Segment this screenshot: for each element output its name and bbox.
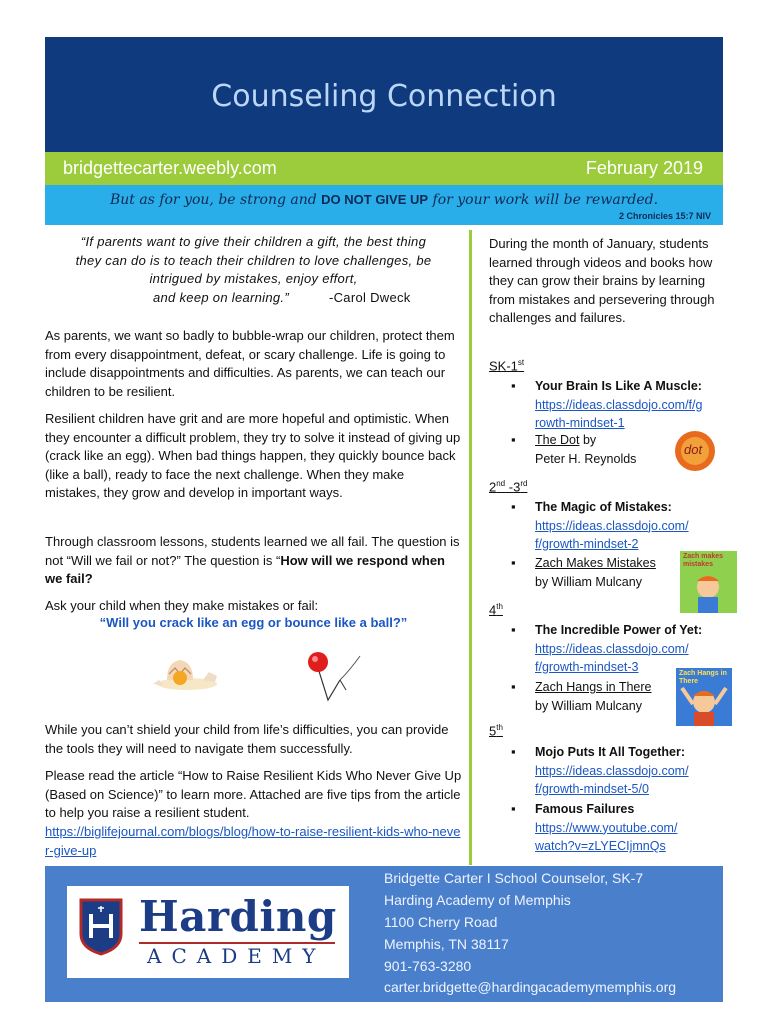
bullet-icon: ▪ <box>511 801 516 816</box>
bullet-icon: ▪ <box>511 622 516 637</box>
quote-line: intrigued by mistakes, enjoy effort, <box>149 271 358 286</box>
bouncing-ball-icon <box>300 650 375 705</box>
motto-text <box>45 192 723 208</box>
website-text: bridgettecarter.weebly.com <box>63 158 277 178</box>
quote-line: and keep on learning.” <box>153 289 289 305</box>
verse-reference: 2 Chronicles 15:7 NIV <box>618 211 711 221</box>
paragraph-resilient: Resilient children have grit and are more hopeful and optimistic. When they encounter a difficult problem, they try to solve it instead of giving up (crack like an egg). When bad things happen, they quickly bounce back (like a ball), ready to face the next challenge. When they make mistakes, they grow and develop in important ways. <box>45 411 461 500</box>
quote-line: “If parents want to give their children a gift, the best thing <box>80 234 427 249</box>
newsletter-header <box>45 37 723 152</box>
the-dot-book-cover <box>672 428 718 474</box>
resource-title: The Magic of Mistakes: <box>535 500 672 514</box>
bullet-icon: ▪ <box>511 744 516 759</box>
book-author: Peter H. Reynolds <box>535 451 637 466</box>
resource-item <box>535 743 715 799</box>
quote-block <box>45 233 462 307</box>
quote-line: they can do is to teach their children to love challenges, be <box>75 252 432 268</box>
newsletter-title: Counseling Connection <box>211 79 557 114</box>
motto-post: for your work will be rewarded. <box>428 192 659 208</box>
paragraph-lessons <box>45 533 462 589</box>
motto-bar <box>45 185 723 225</box>
contact-street: 1100 Cherry Road <box>384 914 498 930</box>
resource-link[interactable]: https://ideas.classdojo.com/ <box>535 518 689 533</box>
resource-link[interactable]: rowth-mindset-1 <box>535 416 625 430</box>
contact-phone: 901-763-3280 <box>384 958 472 974</box>
cracked-egg-icon <box>145 650 230 695</box>
level-sup: st <box>517 358 525 367</box>
resource-link[interactable]: f/growth-mindset-3 <box>535 660 639 674</box>
book-title[interactable]: Zach Makes Mistakes <box>535 556 656 570</box>
bullet-icon: ▪ <box>511 499 516 514</box>
grade-level-4 <box>489 602 503 617</box>
grade-level-2-3 <box>489 479 527 494</box>
quote-author: -Carol Dweck <box>328 289 411 305</box>
level-label: 5 <box>489 723 497 739</box>
contact-email[interactable]: carter.bridgette@hardingacademymemphis.org <box>384 979 677 995</box>
book-author: by William Mulcany <box>535 574 642 589</box>
book-title[interactable]: The Dot <box>535 433 580 447</box>
grade-level-5 <box>489 723 503 738</box>
resource-link[interactable]: https://ideas.classdojo.com/ <box>535 763 689 778</box>
paragraph-article: Please read the article “How to Raise Resilient Kids Who Never Give Up (Based on Science)” to learn more. Attached are five tips from the article to help you raise a resilient student. <box>45 768 462 820</box>
motto-pre: But as for you, be strong and <box>109 192 322 208</box>
ask-text: Ask your child when they make mistakes or fail: <box>45 598 319 613</box>
contact-city: Memphis, TN 38117 <box>384 936 509 952</box>
info-bar <box>45 152 723 185</box>
grade-level-sk1 <box>489 358 524 373</box>
logo-subtitle: ACADEMY <box>147 944 326 968</box>
by-text: by <box>579 433 597 447</box>
resource-link[interactable]: watch?v=zLYECIjmnQs <box>535 839 666 853</box>
logo-word: Harding <box>139 892 337 941</box>
level-sup: th <box>496 723 503 732</box>
resource-item <box>535 377 715 433</box>
resource-title: The Incredible Power of Yet: <box>535 623 703 637</box>
article-link[interactable]: https://biglifejournal.com/blogs/blog/how-to-raise-resilient-kids-who-never-give-up <box>45 824 461 858</box>
resource-link[interactable]: f/growth-mindset-5/0 <box>535 782 649 796</box>
level-sup: th <box>496 602 503 611</box>
motto-bold: DO NOT GIVE UP <box>321 192 429 207</box>
bullet-icon: ▪ <box>511 378 516 393</box>
resource-link[interactable]: https://ideas.classdojo.com/f/g <box>535 397 703 412</box>
level-label: SK-1 <box>489 358 518 374</box>
bullet-icon: ▪ <box>511 555 516 570</box>
contact-name: Bridgette Carter I School Counselor, SK-7 <box>384 870 644 886</box>
egg-or-ball-question: “Will you crack like an egg or bounce like a ball?” <box>99 615 408 630</box>
level-label: 2 <box>489 479 497 495</box>
resource-title: Famous Failures <box>535 802 635 816</box>
resource-title: Mojo Puts It All Together: <box>535 745 685 759</box>
column-divider <box>469 230 472 865</box>
book-cover-text: dot <box>684 442 703 457</box>
book-cover-text: Zach makes mistakes <box>683 553 724 568</box>
resource-link[interactable]: f/growth-mindset-2 <box>535 537 639 551</box>
quote-line-last <box>45 289 462 308</box>
resource-item <box>535 498 715 554</box>
bullet-icon: ▪ <box>511 679 516 694</box>
resource-link[interactable]: https://www.youtube.com/ <box>535 820 678 835</box>
book-cover-text: Zach Hangs in There <box>679 670 727 685</box>
level-label: -3 <box>505 479 521 495</box>
level-label: 4 <box>489 602 497 618</box>
resource-link[interactable]: https://ideas.classdojo.com/ <box>535 641 689 656</box>
lessons-text: Through classroom lessons, students learned we all fail. The question is not “Will we fail or not?” The question is “ <box>45 534 460 568</box>
book-author: by William Mulcany <box>535 698 642 713</box>
book-title[interactable]: Zach Hangs in There <box>535 680 652 694</box>
issue-date: February 2019 <box>585 158 703 178</box>
level-sup: nd <box>496 479 506 488</box>
zach-makes-mistakes-cover <box>680 551 737 613</box>
paragraph-shield: While you can’t shield your child from life’s difficulties, you can provide the tools they will need to navigate them successfully. <box>45 722 449 756</box>
shield-icon <box>79 898 123 956</box>
harding-academy-logo <box>67 886 349 978</box>
right-intro: During the month of January, students learned through videos and books how they can grow their brains by learning from mistakes and persevering through challenges and failures. <box>489 236 715 325</box>
contact-school: Harding Academy of Memphis <box>384 892 571 908</box>
level-sup: rd <box>520 479 528 488</box>
resource-item <box>535 800 715 856</box>
bullet-icon: ▪ <box>511 432 516 447</box>
resource-title: Your Brain Is Like A Muscle: <box>535 379 702 393</box>
lessons-bold: How will we respond when we fail? <box>45 552 445 586</box>
footer <box>45 866 723 1002</box>
zach-hangs-in-there-cover <box>676 668 732 726</box>
paragraph-bubble-wrap: As parents, we want so badly to bubble-wrap our children, protect them from every disappointment, defeat, or scary challenge. Life is going to include disappointments and difficulties. As parents, we can teach our children to be resilient. <box>45 328 455 399</box>
